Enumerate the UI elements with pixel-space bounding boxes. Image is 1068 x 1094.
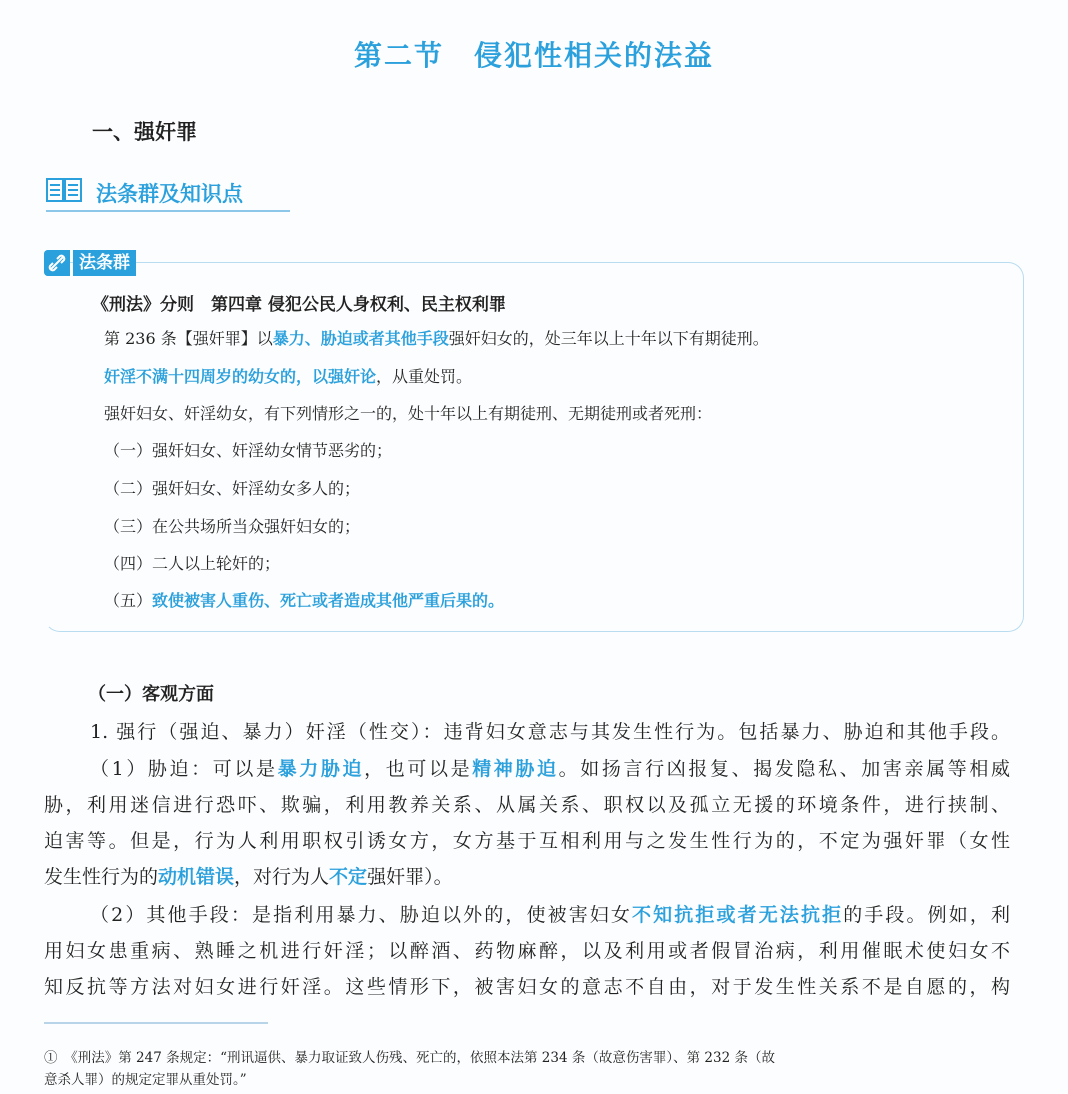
text-segment: （三）在公共场所当众强奸妇女的； — [104, 517, 361, 536]
text-segment: 强奸妇女、奸淫幼女，有下列情形之一的，处十年以上有期徒刑、无期徒刑或者死刑： — [104, 404, 713, 423]
open-book-icon — [46, 178, 82, 204]
highlighted-text: 动机错误 — [158, 866, 235, 888]
text-line — [104, 364, 472, 387]
text-segment: 第 236 条【强奸罪】以 — [104, 329, 273, 348]
text-segment: 胁，利用迷信进行恐吓、欺骗，利用教养关系、从属关系、职权以及孤立无援的环境条件，进行挟制、 — [44, 794, 1010, 816]
footnote-divider — [44, 1022, 268, 1024]
text-segment: 用妇女患重病、熟睡之机进行奸淫；以醉酒、药物麻醉，以及利用或者假冒治病，利用催眠术使妇女不 — [44, 940, 1010, 962]
text-line — [44, 826, 1010, 856]
law-group-tag — [44, 250, 136, 276]
text-segment: 的手段。例如，利 — [843, 904, 1010, 926]
text-segment: 知反抗等方法对妇女进行奸淫。这些情形下，被害妇女的意志不自由，对于发生性关系不是自愿的，构 — [44, 976, 1010, 998]
text-line — [104, 326, 769, 349]
text-segment: 迫害等。但是，行为人利用职权引诱女方，女方基于互相利用与之发生性行为的，不定为强奸罪（女性 — [44, 830, 1010, 852]
knowledge-header-label: 法条群及知识点 — [96, 181, 243, 206]
text-line — [90, 717, 1010, 747]
text-line — [44, 972, 1010, 1002]
section-title: 第二节 侵犯性相关的法益 — [353, 39, 714, 72]
text-line — [104, 476, 360, 499]
footnote-line: ① 《刑法》第 247 条规定：“刑讯逼供、暴力取证致人伤残、死亡的，依照本法第 234 条（故意伤害罪）、第 232 条（故 — [44, 1050, 775, 1066]
text-line — [104, 588, 504, 611]
text-segment: 强奸罪）。 — [367, 866, 453, 888]
text-line — [90, 900, 1010, 930]
highlighted-text: 精神胁迫 — [472, 758, 559, 780]
highlighted-text: 暴力胁迫 — [277, 758, 365, 780]
law-chapter: 《刑法》分则 第四章 侵犯公民人身权利、民主权利罪 — [92, 295, 506, 315]
text-segment: ，从重处罚。 — [376, 367, 473, 386]
text-segment: 发生性行为的 — [44, 866, 159, 888]
law-group-tag-label: 法条群 — [73, 250, 136, 276]
text-line — [104, 401, 712, 424]
footnote-line: 意杀人罪）的规定定罪从重处罚。” — [44, 1072, 247, 1088]
text-line — [44, 862, 1010, 892]
subheading: （一）客观方面 — [88, 684, 214, 705]
text-segment: （二）强奸妇女、奸淫幼女多人的； — [104, 479, 361, 498]
text-line — [44, 790, 1010, 820]
text-segment: 强奸妇女的，处三年以上十年以下有期徒刑。 — [448, 329, 769, 348]
text-line — [90, 754, 1010, 784]
highlighted-text: 不定 — [329, 866, 368, 888]
text-segment: ，对行为人 — [234, 866, 330, 888]
text-segment: 。如扬言行凶报复、揭发隐私、加害亲属等相威 — [558, 758, 1010, 780]
text-line — [44, 936, 1010, 966]
text-segment: （2）其他手段：是指利用暴力、胁迫以外的，使被害妇女 — [90, 904, 633, 926]
text-segment: （四）二人以上轮奸的； — [104, 554, 281, 573]
text-line — [104, 551, 280, 574]
text-segment: （1）胁迫：可以是 — [90, 758, 278, 780]
text-line — [104, 514, 360, 537]
highlighted-text: 暴力、胁迫或者其他手段 — [272, 329, 449, 348]
text-line — [104, 438, 392, 461]
text-segment: （一）强奸妇女、奸淫幼女情节恶劣的； — [104, 441, 393, 460]
link-icon — [44, 250, 70, 276]
crime-heading: 一、强奸罪 — [92, 120, 197, 144]
highlighted-text: 不知抗拒或者无法抗拒 — [632, 904, 844, 926]
highlighted-text: 致使被害人重伤、死亡或者造成其他严重后果的。 — [152, 591, 505, 610]
text-segment: 1. 强行（强迫、暴力）奸淫（性交）：违背妇女意志与其发生性行为。包括暴力、胁迫和其他手段。 — [90, 721, 1010, 743]
knowledge-header — [46, 176, 290, 212]
highlighted-text: 奸淫不满十四周岁的幼女的，以强奸论 — [104, 367, 377, 386]
text-segment: （五） — [104, 591, 153, 610]
text-segment: ，也可以是 — [364, 758, 473, 780]
